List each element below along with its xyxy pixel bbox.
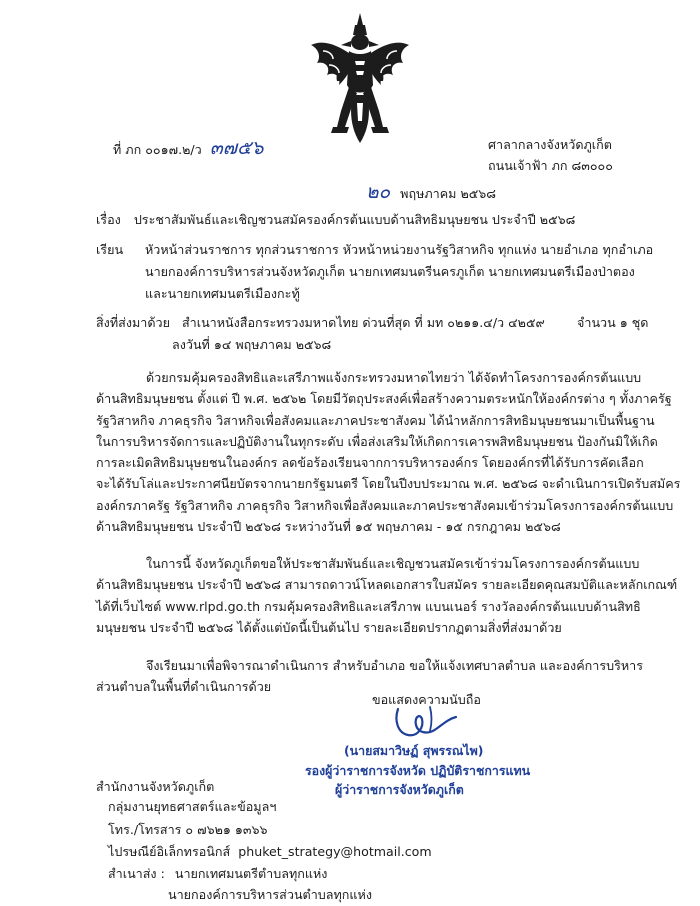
footer-cc-item: นายกองค์การบริหารส่วนตำบลทุกแห่ง xyxy=(168,887,373,902)
signatory-title-2: ผู้ว่าราชการจังหวัดภูเก็ต xyxy=(335,782,464,797)
paragraph-line: ได้ที่เว็บไซต์ www.rlpd.go.th กรมคุ้มครองสิทธิและเสรีภาพ แบนเนอร์ รางวัลองค์กรต้นแบบด้านสิทธิ xyxy=(96,598,641,614)
recipient-line: นายกองค์การบริหารส่วนจังหวัดภูเก็ต นายกเทศมนตรีนครภูเก็ต นายกเทศมนตรีเมืองป่าตอง xyxy=(145,264,635,279)
paragraph-line: ในการบริหารจัดการและปฏิบัติงานในทุกระดับ เพื่อส่งเสริมให้เกิดการเคารพสิทธิมนุษยชน ป้องกันมิให้เกิด xyxy=(96,433,658,449)
paragraph-line: ด้านสิทธิมนุษยชน ตั้งแต่ ปี พ.ศ. ๒๕๖๒ โดยมีวัตถุประสงค์เพื่อสร้างความตระหนักให้องค์กรต่าง ๆ ทั้งภาครัฐ xyxy=(96,391,672,407)
document-date xyxy=(366,177,496,207)
footer-email-line xyxy=(108,842,432,862)
signatory-name: (นายสมาวิษฏ์ สุพรรณไพ) xyxy=(344,743,484,758)
attachment-quantity: จำนวน ๑ ชุด xyxy=(577,315,649,330)
garuda-emblem xyxy=(309,11,411,149)
office-address: ถนนเจ้าฟ้า ภก ๘๓๐๐๐ xyxy=(488,158,613,173)
recipient-label: เรียน xyxy=(96,242,124,257)
paragraph-line: ด้วยกรมคุ้มครองสิทธิและเสรีภาพแจ้งกระทรวงมหาดไทยว่า ได้จัดทำโครงการองค์กรต้นแบบ xyxy=(146,370,642,385)
body-paragraph-1 xyxy=(96,367,681,537)
date-month-year: พฤษภาคม ๒๕๖๘ xyxy=(400,186,497,201)
handwritten-signature xyxy=(392,701,462,741)
paragraph-line: ส่วนตำบลในพื้นที่ดำเนินการด้วย xyxy=(96,679,272,695)
paragraph-line: องค์กรภาครัฐ รัฐวิสาหกิจ ภาคธุรกิจ วิสาหกิจเพื่อสังคมและภาคประชาสังคมเข้าร่วมโครงการองค์กรต้นแบบ xyxy=(96,497,674,513)
paragraph-line: ด้านสิทธิมนุษยชน ประจำปี ๒๕๖๘ สามารถดาวน์โหลดเอกสารใบสมัคร รายละเอียดคุณสมบัติและหลักเกณฑ์ xyxy=(96,577,678,593)
paragraph-line: รัฐวิสาหกิจ ภาคธุรกิจ วิสาหกิจเพื่อสังคมและภาคประชาสังคม ได้นำหลักการสิทธิมนุษยชนมาเป็นพื้นฐาน xyxy=(96,412,655,428)
attachment-text: สำเนาหนังสือกระทรวงมหาดไทย ด่วนที่สุด ที่ มท ๐๒๑๑.๔/ว ๔๒๕๙ xyxy=(182,315,545,330)
paragraph-line: มนุษยชน ประจำปี ๒๕๖๘ ได้ตั้งแต่บัดนี้เป็นต้นไป รายละเอียดปรากฏตามสิ่งที่ส่งมาด้วย xyxy=(96,619,562,635)
date-day-handwritten: ๒๐ xyxy=(366,181,391,203)
reference-number xyxy=(113,133,263,163)
closing-phrase: ขอแสดงความนับถือ xyxy=(372,692,481,707)
footer-division: กลุ่มงานยุทธศาสตร์และข้อมูลฯ xyxy=(108,799,277,814)
body-paragraph-2 xyxy=(96,553,676,638)
footer-phone: โทร./โทรสาร ๐ ๗๖๒๑ ๑๓๖๖ xyxy=(108,822,268,837)
paragraph-line: จะได้รับโล่และประกาศนียบัตรจากนายกรัฐมนตรี โดยในปีงบประมาณ พ.ศ. ๒๕๖๘ จะดำเนินการเปิดรับสมัคร xyxy=(96,476,681,492)
subject-label: เรื่อง xyxy=(96,212,121,227)
signatory-title-1: รองผู้ว่าราชการจังหวัด ปฏิบัติราชการแทน xyxy=(305,763,531,778)
attachment-line xyxy=(96,313,545,333)
office-name: ศาลากลางจังหวัดภูเก็ต xyxy=(488,137,612,152)
footer-email-label: ไปรษณีย์อิเล็กทรอนิกส์ xyxy=(108,844,231,859)
paragraph-line: การละเมิดสิทธิมนุษยชนในองค์กร ลดข้อร้องเรียนจากการบริหารองค์กร โดยองค์กรที่ได้รับการคัดเลือก xyxy=(96,455,644,471)
reference-prefix: ที่ ภก ๐๐๑๗.๒/ว xyxy=(113,142,202,157)
paragraph-line: ในการนี้ จังหวัดภูเก็ตขอให้ประชาสัมพันธ์และเชิญชวนสมัครเข้าร่วมโครงการองค์กรต้นแบบ xyxy=(146,556,640,571)
reference-number-handwritten: ๓๗๕๖ xyxy=(209,137,264,159)
attachment-date: ลงวันที่ ๑๔ พฤษภาคม ๒๕๖๘ xyxy=(172,337,332,352)
footer-cc-label: สำเนาส่ง : xyxy=(108,866,165,881)
paragraph-line: ด้านสิทธิมนุษยชน ประจำปี ๒๕๖๘ ระหว่างวันที่ ๑๕ พฤษภาคม - ๑๕ กรกฎาคม ๒๕๖๘ xyxy=(96,519,561,535)
footer-cc-line xyxy=(108,864,327,884)
subject-text: ประชาสัมพันธ์และเชิญชวนสมัครองค์กรต้นแบบด้านสิทธิมนุษยชน ประจำปี ๒๕๖๘ xyxy=(133,212,576,227)
footer-cc-item: นายกเทศมนตรีตำบลทุกแห่ง xyxy=(174,866,328,881)
recipient-line: และนายกเทศมนตรีเมืองกะทู้ xyxy=(145,286,300,301)
footer-email: phuket_strategy@hotmail.com xyxy=(238,844,432,859)
recipient-line: หัวหน้าส่วนราชการ ทุกส่วนราชการ หัวหน้าหน่วยงานรัฐวิสาหกิจ ทุกแห่ง นายอำเภอ ทุกอำเภอ xyxy=(145,242,654,257)
subject-line xyxy=(96,210,575,230)
attachment-label: สิ่งที่ส่งมาด้วย xyxy=(96,315,170,330)
paragraph-line: จึงเรียนมาเพื่อพิจารณาดำเนินการ สำหรับอำเภอ ขอให้แจ้งเทศบาลตำบล และองค์การบริหาร xyxy=(146,658,643,673)
footer-office: สำนักงานจังหวัดภูเก็ต xyxy=(96,779,215,794)
